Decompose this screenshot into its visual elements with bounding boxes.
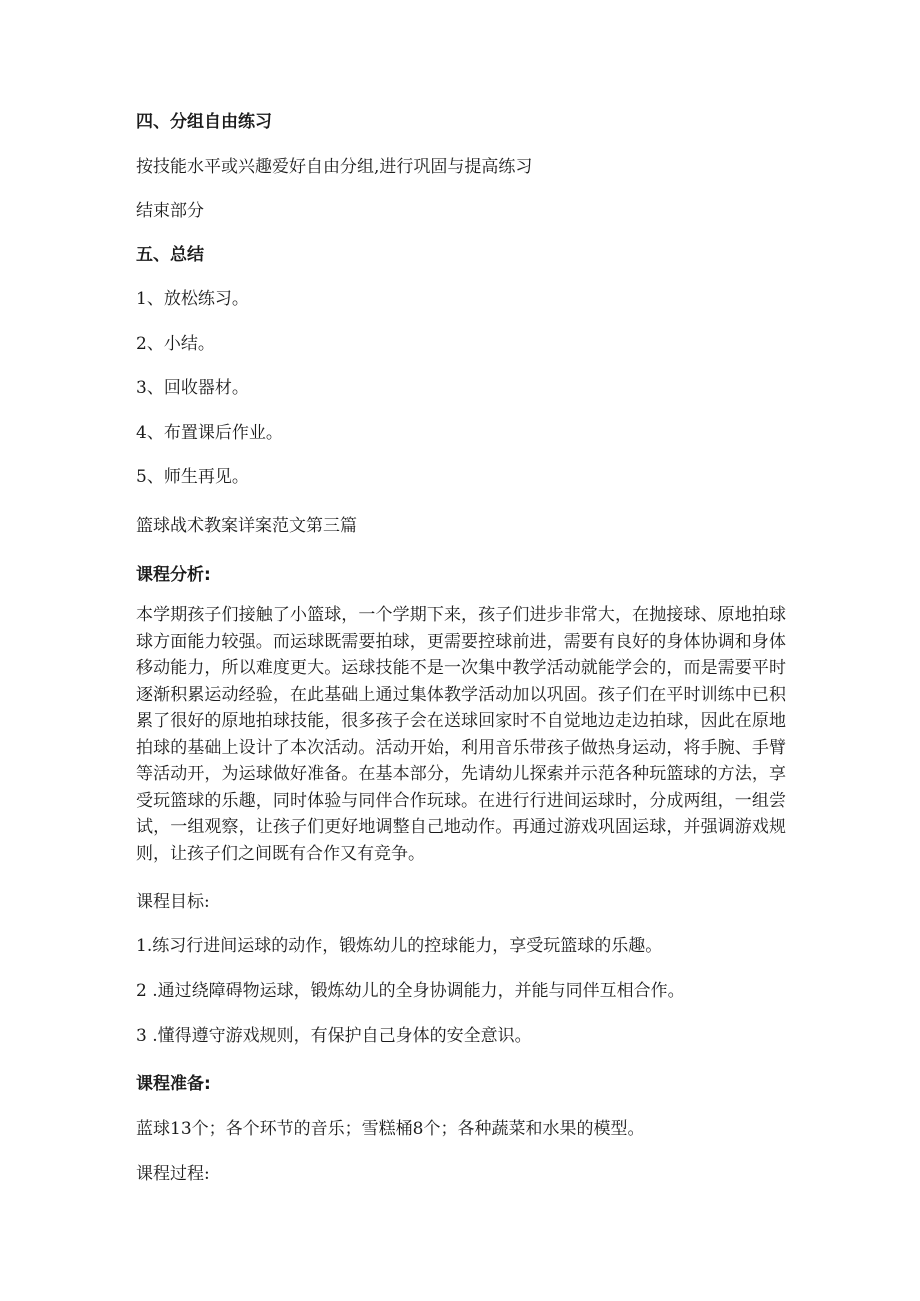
summary-item-3: 3、回收器材。 xyxy=(136,378,249,398)
course-goal-item-1: 1.练习行进间运球的动作，锻炼幼儿的控球能力，享受玩篮球的乐趣。 xyxy=(136,936,663,956)
summary-item-5: 5、师生再见。 xyxy=(136,467,249,487)
summary-item-4: 4、布置课后作业。 xyxy=(136,423,283,443)
ending-label: 结束部分 xyxy=(136,201,204,221)
course-process-heading: 课程过程: xyxy=(136,1164,210,1184)
summary-item-2: 2、小结。 xyxy=(136,334,215,354)
section4-body: 按技能水平或兴趣爱好自由分组,进行巩固与提高练习 xyxy=(136,157,533,177)
course-goal-item-3: 3 .懂得遵守游戏规则，有保护自己身体的安全意识。 xyxy=(136,1026,532,1046)
section5-heading: 五、总结 xyxy=(136,245,204,265)
course-goal-item-2: 2 .通过绕障碍物运球，锻炼幼儿的全身协调能力，并能与同伴互相合作。 xyxy=(136,981,685,1001)
course-analysis-body: 本学期孩子们接触了小篮球，一个学期下来，孩子们进步非常大，在抛接球、原地拍球球方面能力较强。而运球既需要拍球，更需要控球前进，需要有良好的身体协调和身体移动能力，所以难度更大。运球技能不是一次集中教学活动就能学会的，而是需要平时逐渐积累运动经验，在此基础上通过集体教学活动加以巩固。孩子们在平时训练中已积累了很好的原地拍球技能，很多孩子会在送球回家时不自觉地边走边拍球，因此在原地拍球的基础上设计了本次活动。活动开始，利用音乐带孩子做热身运动，将手腕、手臂等活动开，为运球做好准备。在基本部分，先请幼儿探索并示范各种玩篮球的方法，享受玩篮球的乐趣，同时体验与同伴合作玩球。在进行行进间运球时，分成两组，一组尝试，一组观察，让孩子们更好地调整自己地动作。再通过游戏巩固运球，并强调游戏规则，让孩子们之间既有合作又有竞争。 xyxy=(136,605,786,864)
course-goals-heading: 课程目标: xyxy=(136,892,210,912)
section4-heading: 四、分组自由练习 xyxy=(136,112,272,132)
course-prep-heading: 课程准备: xyxy=(136,1074,211,1094)
article-title: 篮球战术教案详案范文第三篇 xyxy=(136,516,357,536)
summary-item-1: 1、放松练习。 xyxy=(136,289,249,309)
course-analysis-heading: 课程分析: xyxy=(136,565,211,585)
course-prep-body: 蓝球13个；各个环节的音乐；雪糕桶8个；各种蔬菜和水果的模型。 xyxy=(136,1119,645,1139)
